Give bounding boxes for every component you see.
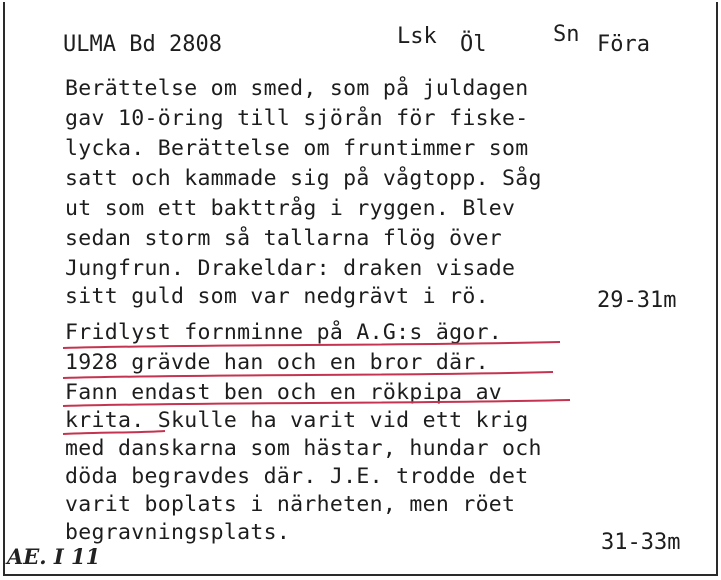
text-line: Jungfrun. Drakeldar: draken visade xyxy=(65,256,516,281)
text-line: begravningsplats. xyxy=(65,520,291,545)
archive-card xyxy=(3,2,718,576)
text-line: döda begravdes där. J.E. trodde det xyxy=(65,464,529,489)
text-line: med danskarna som hästar, hundar och xyxy=(65,436,542,461)
text-line: 1928 grävde han och en bror där. xyxy=(65,350,489,375)
text-line: varit boplats i närheten, men röet xyxy=(65,492,516,517)
text-line: lycka. Berättelse om fruntimmer som xyxy=(65,136,529,161)
sn-value: Föra xyxy=(597,32,650,57)
text-line: krita. Skulle ha varit vid ett krig xyxy=(65,408,529,433)
text-line: Fann endast ben och en rökpipa av xyxy=(65,380,503,405)
lsk-label: Lsk xyxy=(397,24,437,49)
text-line: sedan storm så tallarna flög över xyxy=(65,226,503,251)
text-line: sitt guld som var nedgrävt i rö. xyxy=(65,284,489,309)
parish-code: ULMA Bd 2808 xyxy=(63,32,222,57)
handwritten-note: AE. I 11 xyxy=(7,544,101,569)
text-line: gav 10-öring till sjörån för fiske- xyxy=(65,106,529,131)
sn-label: Sn xyxy=(553,22,580,47)
text-line: satt och kammade sig på vågtopp. Såg xyxy=(65,166,542,191)
text-line: Berättelse om smed, som på juldagen xyxy=(65,76,529,101)
reel-range-2: 31-33m xyxy=(601,530,681,555)
reel-range-1: 29-31m xyxy=(597,288,677,313)
text-line: Fridlyst fornminne på A.G:s ägor. xyxy=(65,320,503,345)
text-line: ut som ett bakttråg i ryggen. Blev xyxy=(65,196,516,221)
lsk-value: Öl xyxy=(460,32,487,57)
